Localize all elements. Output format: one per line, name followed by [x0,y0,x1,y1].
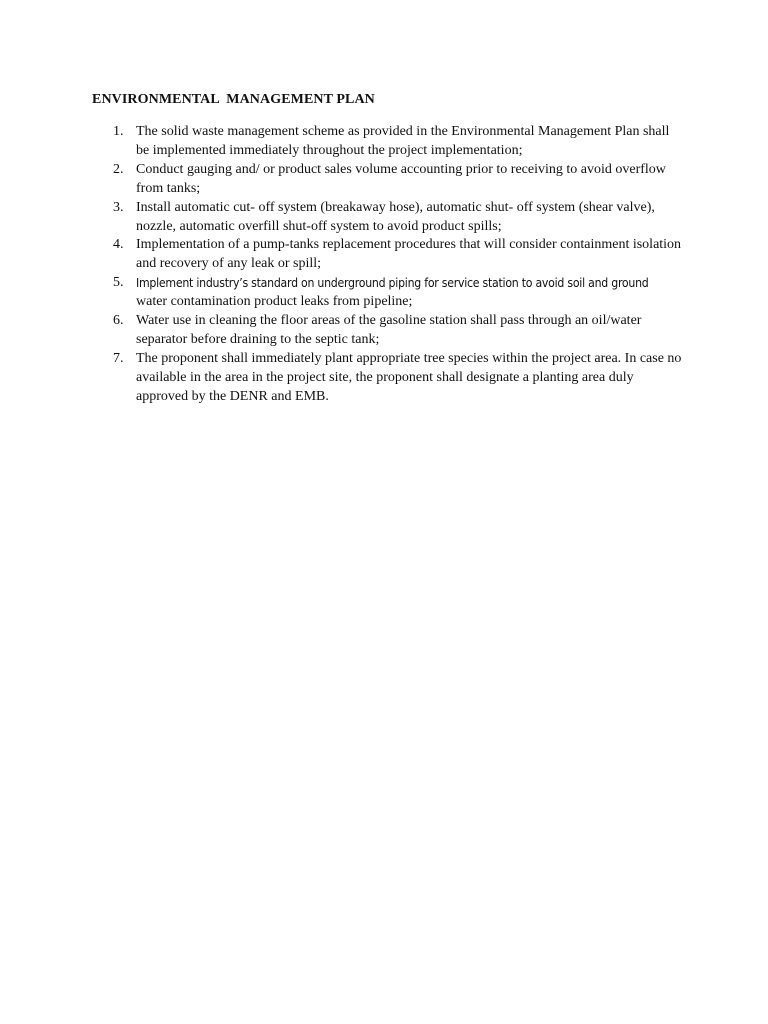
list-item-text-line: Implementation of a pump-tanks replacement procedures that will consider containment isolation [136,237,682,253]
list-item-1 [0,123,768,161]
list-item-text-line: approved by the DENR and EMB. [136,388,329,404]
list-item-number: 7. [113,350,124,366]
list-item-5 [0,274,768,312]
list-item-text-line: from tanks; [136,180,201,196]
list-item-text-line: Conduct gauging and/ or product sales volume accounting prior to receiving to avoid overflow [136,161,666,177]
list-item-text-line: available in the area in the project site, the proponent shall designate a planting area duly [136,369,634,385]
list-item-6 [0,312,768,350]
list-item-text-line: be implemented immediately throughout the project implementation; [136,142,523,158]
list-item-text-line: The proponent shall immediately plant appropriate tree species within the project area. In case no [136,350,682,366]
list-item-text-line: and recovery of any leak or spill; [136,256,322,272]
list-item-text-line: Implement industry’s standard on underground piping for service station to avoid soil and ground [136,276,649,291]
document-title: ENVIRONMENTAL MANAGEMENT PLAN [92,92,375,107]
list-item-number: 3. [113,199,124,215]
list-item-text-line: water contamination product leaks from pipeline; [136,294,413,310]
list-item-text-line: Water use in cleaning the floor areas of the gasoline station shall pass through an oil/water [136,313,642,329]
list-item-text-line: The solid waste management scheme as provided in the Environmental Management Plan shall [136,124,670,139]
list-item-text-line: Install automatic cut- off system (breakaway hose), automatic shut- off system (shear valve), [136,199,655,215]
list-item-text-line: nozzle, automatic overfill shut-off system to avoid product spills; [136,218,502,234]
list-item-7 [0,350,768,407]
list-item-number: 5. [113,275,124,291]
management-plan-list [0,123,768,407]
list-item-number: 1. [113,124,124,139]
list-item-text-line: separator before draining to the septic tank; [136,331,380,347]
list-item-number: 2. [113,161,124,177]
list-item-number: 6. [113,313,124,329]
list-item-2 [0,161,768,199]
list-item-3 [0,199,768,237]
list-item-4 [0,236,768,274]
list-item-number: 4. [113,237,124,253]
